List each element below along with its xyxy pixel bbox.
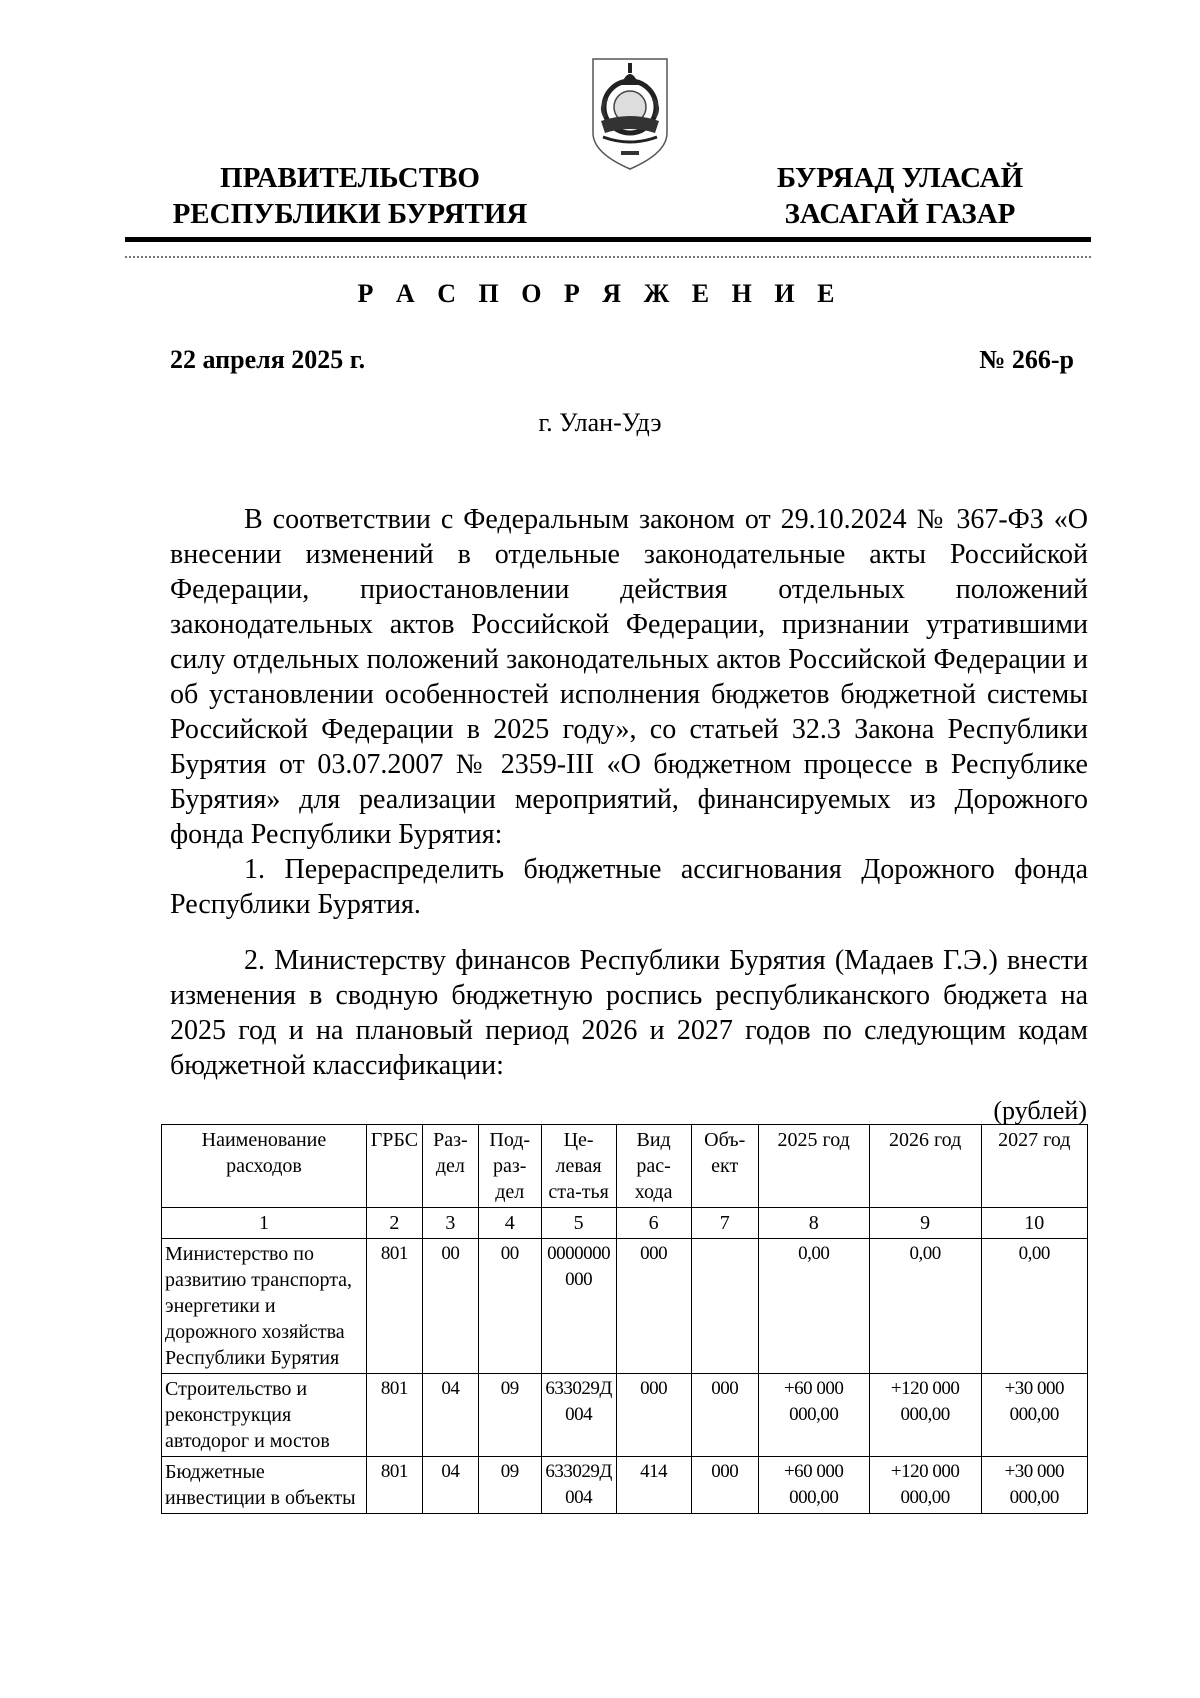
row-razdel: 04 — [422, 1374, 478, 1457]
document-number: № 266-р — [979, 345, 1074, 374]
issuer-buryat-line-2: ЗАСАГАЙ ГАЗАР — [784, 198, 1016, 230]
document-type-title: Р А С П О Р Я Ж Е Н И Е — [357, 279, 843, 308]
issuer-line-1: ПРАВИТЕЛЬСТВО — [220, 162, 480, 194]
column-number-row — [162, 1208, 1088, 1239]
row-name: Строительство и реконструкция автодорог и мостов — [162, 1374, 367, 1457]
header-vid: Вид рас-хода — [616, 1125, 691, 1208]
header-2026: 2026 год — [869, 1125, 981, 1208]
row-object: 000 — [691, 1374, 758, 1457]
item-1-paragraph: 1. Перераспределить бюджетные ассигнования Дорожного фонда Республики Бурятия. — [170, 854, 1088, 920]
coat-of-arms-icon — [585, 55, 675, 173]
column-number: 3 — [422, 1208, 478, 1239]
row-2026: +120 000 000,00 — [869, 1457, 981, 1514]
row-vid: 000 — [616, 1239, 691, 1374]
column-number: 2 — [366, 1208, 422, 1239]
table-row — [162, 1239, 1088, 1374]
column-number: 9 — [869, 1208, 981, 1239]
column-number: 7 — [691, 1208, 758, 1239]
column-number: 4 — [478, 1208, 541, 1239]
table-unit-label: (рублей) — [993, 1096, 1087, 1125]
column-number: 8 — [758, 1208, 869, 1239]
column-number: 6 — [616, 1208, 691, 1239]
issuer-buryat-line-1: БУРЯАД УЛАСАЙ — [776, 162, 1024, 194]
row-2025: 0,00 — [758, 1239, 869, 1374]
row-2027: +30 000 000,00 — [981, 1457, 1087, 1514]
column-number: 1 — [162, 1208, 367, 1239]
header-2025: 2025 год — [758, 1125, 869, 1208]
budget-table — [161, 1124, 1088, 1514]
row-grbs: 801 — [366, 1239, 422, 1374]
row-podrazdel: 00 — [478, 1239, 541, 1374]
row-target: 0000000000 — [541, 1239, 616, 1374]
issuer-name-russian — [170, 160, 530, 232]
row-target: 633029Д004 — [541, 1374, 616, 1457]
row-razdel: 04 — [422, 1457, 478, 1514]
row-vid: 414 — [616, 1457, 691, 1514]
column-number: 10 — [981, 1208, 1087, 1239]
preamble-paragraph: В соответствии с Федеральным законом от 29.10.2024 № 367-ФЗ «О внесении изменений в отдельные законодательные акты Российской Федерации, приостановлении действия отдельных положений законодательных актов Российской Федерации, признании утратившими силу отдельных положений законодательных актов Российской Федерации и об установлении особенностей исполнения бюджетов бюджетной системы Российской Федерации в 2025 году», со статьей 32.3 Закона Республики Бурятия от 03.07.2007 № 2359-III «О бюджетном процессе в Республике Бурятия» для реализации мероприятий, финансируемых из Дорожного фонда Республики Бурятия: — [170, 504, 1088, 850]
header-name: Наименование расходов — [162, 1125, 367, 1208]
row-grbs: 801 — [366, 1457, 422, 1514]
row-name: Бюджетные инвестиции в объекты — [162, 1457, 367, 1514]
header-razdel: Раз-дел — [422, 1125, 478, 1208]
header-2027: 2027 год — [981, 1125, 1087, 1208]
column-number: 5 — [541, 1208, 616, 1239]
table-header-row — [162, 1125, 1088, 1208]
item-2-paragraph: 2. Министерству финансов Республики Бурятия (Мадаев Г.Э.) внести изменения в сводную бюджетную роспись республиканского бюджета на 2025 год и на плановый период 2026 и 2027 годов по следующим кодам бюджетной классификации: — [170, 945, 1088, 1081]
row-vid: 000 — [616, 1374, 691, 1457]
header-target: Це-левая ста-тья — [541, 1125, 616, 1208]
row-grbs: 801 — [366, 1374, 422, 1457]
row-razdel: 00 — [422, 1239, 478, 1374]
row-2025: +60 000 000,00 — [758, 1374, 869, 1457]
issuer-line-2: РЕСПУБЛИКИ БУРЯТИЯ — [172, 198, 528, 230]
document-city: г. Улан-Удэ — [538, 408, 662, 437]
table-row — [162, 1457, 1088, 1514]
row-2025: +60 000 000,00 — [758, 1457, 869, 1514]
header-divider-thick — [125, 237, 1091, 242]
row-2027: 0,00 — [981, 1239, 1087, 1374]
header-podrazdel: Под-раз-дел — [478, 1125, 541, 1208]
header-divider-thin — [125, 256, 1091, 258]
table-row — [162, 1374, 1088, 1457]
header-object: Объ-ект — [691, 1125, 758, 1208]
row-object — [691, 1239, 758, 1374]
row-2026: 0,00 — [869, 1239, 981, 1374]
row-object: 000 — [691, 1457, 758, 1514]
row-podrazdel: 09 — [478, 1457, 541, 1514]
row-2026: +120 000 000,00 — [869, 1374, 981, 1457]
header-grbs: ГРБС — [366, 1125, 422, 1208]
row-podrazdel: 09 — [478, 1374, 541, 1457]
row-name: Министерство по развитию транспорта, энергетики и дорожного хозяйства Республики Бурятия — [162, 1239, 367, 1374]
row-2027: +30 000 000,00 — [981, 1374, 1087, 1457]
issuer-name-buryat — [745, 160, 1055, 232]
row-target: 633029Д004 — [541, 1457, 616, 1514]
document-date: 22 апреля 2025 г. — [170, 345, 366, 374]
